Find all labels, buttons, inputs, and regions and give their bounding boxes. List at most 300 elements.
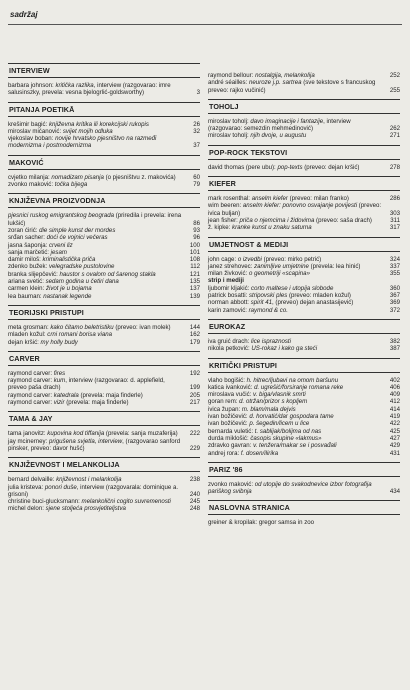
section-eurokaz [208, 319, 400, 353]
entry-author: miroslav mićanović: [8, 127, 63, 135]
entry-credits: (prevela: maja finderle) [78, 391, 143, 399]
entry-author: katica ivanković: [208, 383, 255, 391]
toc-entry[interactable] [208, 391, 400, 398]
page-number: 311 [390, 216, 400, 224]
toc-entry[interactable] [8, 135, 200, 150]
entry-title: neuroze j.p. sartrea [249, 79, 302, 87]
entry-author: meta grosman: [8, 323, 51, 331]
entry-author: raymond carver: [8, 399, 54, 407]
page-number: 238 [189, 476, 200, 484]
entry-author: michel delon: [8, 505, 46, 513]
entry-credits: gregor samsa in zoo [258, 519, 315, 527]
entry-title: v. biga/vlasnik smrti [253, 391, 306, 399]
entry-text [8, 249, 186, 256]
toc-entry[interactable] [8, 430, 200, 437]
entry-credits: strip i mediji [208, 277, 244, 285]
page-number: 382 [389, 337, 400, 345]
page-number: 422 [389, 420, 400, 428]
entry-author: mladen kožul: [8, 331, 48, 339]
entry-credits: (preveo: saša drach) [314, 216, 372, 224]
entry-author: goran rem: [208, 398, 240, 406]
entry-title: kupovina kod tiffanija [47, 430, 105, 438]
entry-author: iva gruić drach: [208, 337, 252, 345]
entry-text [208, 442, 386, 449]
entry-author: krešimir bagić: [8, 120, 49, 128]
toc-entry[interactable] [208, 338, 400, 345]
entry-author: raymond carver: [8, 369, 54, 377]
entry-title: m. blam/mala dejvis [241, 405, 296, 413]
toc-entry[interactable] [208, 277, 400, 284]
toc-entry[interactable] [8, 399, 200, 406]
entry-author: lea bauman: [8, 292, 44, 300]
page-number: 286 [389, 195, 400, 203]
page-number: 144 [189, 323, 200, 331]
entry-title: sjene stoljeća prosvjetiteljstva [45, 505, 126, 513]
entry-title: crni romani borisa viana [47, 331, 112, 339]
entry-title: nastanak legende [43, 292, 92, 300]
entry-credits: (prevela: lea hinić) [308, 262, 361, 270]
section-header: EUROKAZ [208, 319, 400, 334]
entry-credits: (preveo: milan franko) [287, 195, 349, 203]
section-header: KIEFER [208, 176, 400, 191]
entry-title: p. šegedin/licem u lice [249, 420, 310, 428]
page-number: 245 [189, 498, 200, 506]
toc-entry[interactable] [8, 174, 200, 181]
page-number: 112 [190, 263, 200, 271]
toc-entry[interactable] [8, 476, 200, 483]
entry-author: christine buci-glucksmann: [8, 498, 82, 506]
entry-title: pjesnici ruskog emigrantskog beograda [8, 212, 115, 220]
entry-title: t. sablijak/bolijma od nas [254, 427, 322, 435]
entry-text [208, 391, 386, 398]
toc-entry[interactable] [8, 212, 200, 227]
toc-entry[interactable] [8, 331, 200, 338]
toc-entry[interactable] [8, 234, 200, 241]
entry-text [208, 79, 386, 94]
toc-entry[interactable] [8, 242, 200, 249]
entry-author: andrej rora: [208, 449, 241, 457]
section-header: PITANJA POETIKĀ [8, 102, 200, 117]
entry-text [208, 307, 386, 314]
entry-credits: (o pjesništvu z. makovića) [103, 173, 176, 181]
page-number: 271 [389, 132, 400, 140]
toc-entry[interactable] [208, 450, 400, 457]
page-number: 429 [389, 442, 400, 450]
entry-credits: (prevela: maja finderle) [64, 399, 129, 407]
toc-entry[interactable] [208, 132, 400, 139]
page-number: 217 [189, 399, 200, 407]
entry-text [208, 481, 386, 496]
entry-title: kako čitamo beletristiku [50, 323, 114, 331]
entry-credits: (priredila i prevela: irena lukšić) [8, 212, 182, 227]
page-number: 360 [389, 284, 400, 292]
entry-title: od utopije do svakodnevice izbor fotografija pariškog svibnja [208, 480, 372, 496]
entry-credits: (preveo: dejan kršić) [302, 163, 360, 171]
entry-author: barbara johnson: [8, 82, 56, 89]
section-header: KNJIŽEVNA PROIZVODNJA [8, 193, 200, 208]
toc-entry[interactable] [208, 263, 400, 270]
toc-entry[interactable] [8, 505, 200, 512]
entry-text [8, 331, 186, 338]
entry-text [8, 377, 186, 392]
toc-entry[interactable] [208, 406, 400, 413]
toc-entry[interactable] [8, 293, 200, 300]
entry-author: zdravko gavran: [208, 442, 254, 450]
entry-text [8, 438, 186, 453]
entry-author: ivan božičević: [208, 420, 250, 428]
toc-entry[interactable] [8, 128, 200, 135]
toc-entry[interactable] [208, 481, 400, 496]
entry-title: kritička razlika [55, 82, 94, 89]
toc-entry[interactable] [8, 256, 200, 263]
page-number: 96 [193, 234, 200, 242]
entry-author: raymond carver: [8, 377, 54, 385]
page-number: 135 [189, 278, 200, 286]
entry-author: cvjetko milanja: [8, 173, 52, 181]
section-header: UMJETNOST & MEDIJI [208, 237, 400, 252]
page-number: 248 [189, 505, 200, 513]
entry-text [8, 484, 186, 499]
toc-entry[interactable] [208, 442, 400, 449]
entry-text [8, 285, 186, 292]
entry-text [8, 212, 186, 227]
entry-title: anselm kiefer [251, 195, 288, 203]
entry-author: david thomas (pere ubu): [208, 163, 278, 171]
page-number: 179 [189, 338, 200, 346]
section-header: POP-ROCK TEKSTOVI [208, 145, 400, 160]
toc-entry[interactable] [208, 345, 400, 352]
entry-author: miroslav toholj: [208, 117, 251, 125]
toc-entry[interactable] [8, 498, 200, 505]
toc-entry[interactable] [8, 227, 200, 234]
entry-text [8, 399, 186, 406]
toc-entry[interactable] [208, 299, 400, 306]
entry-title: kranke kunst u znaku saturna [232, 224, 312, 232]
entry-text [8, 135, 186, 150]
right-column [208, 72, 400, 532]
entry-text [8, 293, 186, 300]
entry-text [8, 128, 186, 135]
entry-credits: , interview (razgovarao: imre salusinszky, prevela: vesna bjelogrlić-goldsworthy) [8, 82, 171, 97]
toc-entry[interactable] [8, 278, 200, 285]
entry-title: zanimljive umjetnine [254, 262, 309, 270]
section-umjetnost-mediji [208, 237, 400, 314]
toc-entry[interactable] [8, 377, 200, 392]
toc-entry[interactable] [8, 370, 200, 377]
entry-credits: (preveo: mladen kožul) [287, 292, 351, 300]
entry-author: damir miloš: [8, 256, 43, 264]
toc-entry[interactable] [208, 398, 400, 405]
entry-title: h. hitrec/ljubavi na omom baršunu [246, 376, 339, 384]
page-number: 425 [389, 427, 400, 435]
page-number: 409 [389, 391, 400, 399]
toc-entry[interactable] [208, 256, 400, 263]
toc-entry[interactable] [208, 292, 400, 299]
section-teorijski-pristupi [8, 305, 200, 346]
entry-title: kriminalistička priča [42, 256, 96, 264]
entry-title: fires [53, 369, 66, 377]
entry-title: crveni liz [49, 241, 73, 249]
entry-text [208, 217, 386, 224]
toc-entry[interactable] [208, 285, 400, 292]
toc-entry[interactable] [8, 285, 200, 292]
page-number: 262 [389, 125, 400, 133]
toc-entry[interactable] [8, 263, 200, 270]
entry-author: zdenko bužek: [8, 263, 49, 271]
toc-entry[interactable] [208, 413, 400, 420]
toc-entry[interactable] [208, 307, 400, 314]
entry-title: časopis skupine «lakmus» [250, 434, 322, 442]
entry-author: ž. kipke: [208, 224, 233, 232]
entry-author: john cage: [208, 255, 238, 263]
entry-text [208, 413, 386, 420]
page-number: 100 [189, 241, 200, 249]
entry-author: ljubomir kljakić: [208, 284, 252, 292]
page-number: 412 [389, 398, 400, 406]
entry-title: lice ispraznosti [251, 337, 291, 345]
entry-text [208, 292, 386, 299]
entry-author: miroslava vučić: [208, 391, 254, 399]
entry-text [208, 263, 386, 270]
entry-title: o izvedbi [237, 255, 262, 263]
toc-entry[interactable] [8, 249, 200, 256]
entry-author: nikola petković: [208, 345, 252, 353]
page-number: 324 [389, 255, 400, 263]
toc-entry[interactable] [208, 377, 400, 384]
entry-author: jasna šaponja: [8, 241, 49, 249]
toc-entry[interactable] [208, 435, 400, 442]
toc-entry[interactable] [208, 428, 400, 435]
page-number: 406 [389, 383, 400, 391]
page-number: 26 [193, 120, 200, 128]
section-makovic [8, 155, 200, 189]
entry-text [8, 324, 186, 331]
toc-entry[interactable] [8, 438, 200, 453]
page-number: 121 [189, 270, 200, 278]
entry-author: zvonko maković: [208, 480, 255, 488]
section-pitanja-poetika [8, 102, 200, 150]
entry-author: julia kristeva: [8, 483, 45, 491]
entry-title: f. dosen/ilirika [240, 449, 279, 457]
entry-title: davo imaginacije i fantazije [250, 117, 324, 125]
entry-text [8, 82, 186, 97]
entry-title: katedrala [53, 391, 79, 399]
entry-title: spirit 41 [250, 299, 273, 307]
entry-author: jean fisher: [208, 216, 240, 224]
entry-title: sedam godina u četiri dana [45, 278, 119, 286]
entry-text [208, 377, 386, 384]
section-pariz-86 [208, 462, 400, 496]
page-number: 199 [189, 384, 200, 392]
toc-entry[interactable] [208, 202, 400, 217]
entry-text [8, 227, 186, 234]
entry-text [8, 430, 186, 437]
page-number: 355 [389, 270, 400, 278]
page-number: 252 [389, 72, 400, 79]
entry-credits: , interview (razgovarao: semezdin mehmedinović) [208, 117, 351, 133]
entry-title: anselm kiefer: ponovno osvajanje povijesti [242, 202, 358, 210]
entry-title: v. tenžera/makar se i posvađali [253, 442, 337, 450]
entry-text [208, 338, 386, 345]
toc-entry[interactable] [8, 271, 200, 278]
entry-author: branka slijepčević: [8, 270, 60, 278]
entry-author: bernard delvaille: [8, 476, 57, 484]
page-number: 317 [389, 224, 400, 232]
page-title: sadržaj [10, 10, 38, 19]
entry-title: priča o njemcima i židovima [239, 216, 315, 224]
entry-title: haustor s ovalom od šarenog stakla [59, 270, 156, 278]
entry-title: melankolični cogito suvremenosti [81, 498, 171, 506]
entry-author: milan živković: [208, 270, 249, 278]
entry-credits: , (preveo) dejan anastasijević) [272, 299, 354, 307]
entry-text [208, 277, 386, 284]
entry-text [208, 285, 386, 292]
entry-text [208, 299, 386, 306]
entry-text [8, 392, 186, 399]
section-kiefer [208, 176, 400, 231]
toc-entry[interactable] [8, 392, 200, 399]
toc-entry[interactable] [208, 72, 400, 79]
toc-entry[interactable] [208, 420, 400, 427]
entry-credits: (prevela: sanja muzaferija) [104, 430, 178, 438]
section-header: TEORIJSKI PRISTUPI [8, 305, 200, 320]
entry-text [8, 181, 186, 188]
page-number: 32 [193, 127, 200, 135]
entry-text [208, 224, 386, 231]
entry-title: novije hrvatsko pjesništvo na razmeđi modernizma i postmodernizma [8, 135, 157, 150]
section-header: TAMA & JAY [8, 411, 200, 426]
entry-author: vjekoslav boban: [8, 135, 56, 143]
entry-author: ivan božičević: [208, 413, 250, 421]
page-number: 86 [193, 219, 200, 227]
page-number: 303 [389, 209, 400, 217]
page-number: 192 [189, 369, 200, 377]
page-number: 139 [189, 292, 200, 300]
entry-credits: (sve tekstove s francuskog preveo: rajko vučinić) [208, 79, 376, 94]
entry-title: d. horvatić/dar gospodara tame [249, 413, 334, 421]
page-number: 367 [389, 292, 400, 300]
section-header: KRITIČKI PRISTUPI [208, 358, 400, 373]
entry-author: zvonko maković: [8, 181, 55, 189]
toc-entry[interactable] [208, 164, 400, 171]
page-number: 108 [189, 256, 200, 264]
section-naslovna-stranica [208, 500, 400, 526]
page-number: 240 [189, 490, 200, 498]
entry-text [208, 195, 386, 202]
entry-title: život je u bojama [45, 285, 92, 293]
section-carver [8, 351, 200, 406]
entry-author: andré séailles: [208, 79, 249, 87]
page-number: 278 [389, 163, 400, 171]
section-continued [208, 72, 400, 94]
toc-entry[interactable] [8, 484, 200, 499]
page-number: 162 [189, 331, 200, 339]
page-number: 3 [196, 89, 200, 97]
entry-title: die simple kunst der mordes [39, 226, 116, 234]
entry-title: kum [53, 377, 66, 385]
entry-text [208, 270, 386, 277]
entry-text [208, 256, 386, 263]
entry-text [208, 420, 386, 427]
entry-title: ponori duše [44, 483, 77, 491]
page-number: 387 [389, 345, 400, 353]
entry-text [208, 132, 386, 139]
entry-text [8, 242, 186, 249]
entry-title: US-rokaz i kako ga steći [251, 345, 318, 353]
page-number: 37 [193, 142, 200, 150]
entry-text [208, 450, 386, 457]
entry-title: vizir [53, 399, 65, 407]
entry-text [8, 271, 186, 278]
page-number: 93 [193, 226, 200, 234]
page-number: 427 [389, 434, 400, 442]
entry-text [208, 428, 386, 435]
entry-title: corto maltese i utopija slobode [251, 284, 334, 292]
entry-credits: (preveo: ivica buljan) [208, 202, 382, 217]
entry-author: jay mcinerney: [8, 437, 49, 445]
toc-entry[interactable] [8, 339, 200, 346]
entry-text [8, 174, 186, 181]
entry-title: književnost i melankolija [56, 476, 122, 484]
toc-entry[interactable] [208, 118, 400, 133]
entry-title: jesam [50, 248, 67, 256]
entry-text [8, 256, 186, 263]
page-number: 372 [389, 306, 400, 314]
entry-author: patrick bosatti: [208, 292, 249, 300]
entry-author: zoran ćirić: [8, 226, 40, 234]
page-number: 79 [193, 181, 200, 189]
toc-entry[interactable] [208, 519, 400, 526]
entry-author: durda miklošić: [208, 434, 251, 442]
entry-text [8, 278, 186, 285]
toc-entry[interactable] [208, 195, 400, 202]
entry-text [8, 498, 186, 505]
page-number: 431 [389, 449, 400, 457]
entry-author: carmen klein: [8, 285, 46, 293]
section-header: TOHOLJ [208, 99, 400, 114]
toc-entry[interactable] [208, 384, 400, 391]
section-header: NASLOVNA STRANICA [208, 500, 400, 515]
entry-title: d. ugrešić/forsiranje romana reke [254, 383, 344, 391]
toc-entry[interactable] [208, 79, 400, 94]
entry-text [208, 398, 386, 405]
entry-author: ariana svetić: [8, 278, 46, 286]
page-number: 101 [189, 248, 200, 256]
entry-text [208, 164, 386, 171]
toc-entry[interactable] [208, 270, 400, 277]
page-number: 369 [389, 299, 400, 307]
page-number: 60 [193, 173, 200, 181]
left-column [8, 63, 200, 518]
toc-entry[interactable] [8, 324, 200, 331]
entry-text [8, 476, 186, 483]
section-knjizevnost-i-melankolija [8, 457, 200, 512]
toc-entry[interactable] [8, 121, 200, 128]
section-pop-rock-tekstovi [208, 145, 400, 171]
toc-entry[interactable] [208, 224, 400, 231]
toc-entry[interactable] [8, 82, 200, 97]
section-header: INTERVIEW [8, 63, 200, 78]
entry-title: točka bijega [54, 181, 88, 189]
entry-text [8, 234, 186, 241]
entry-author: bernarda vuletić: [208, 427, 255, 435]
entry-title: književna kritika ili korekcijski rukopis [48, 120, 149, 128]
entry-text [8, 505, 186, 512]
page-number: 255 [389, 86, 400, 94]
toc-entry[interactable] [8, 181, 200, 188]
toc-entry[interactable] [208, 217, 400, 224]
entry-title: njih dvoje, u augustu [250, 132, 307, 140]
